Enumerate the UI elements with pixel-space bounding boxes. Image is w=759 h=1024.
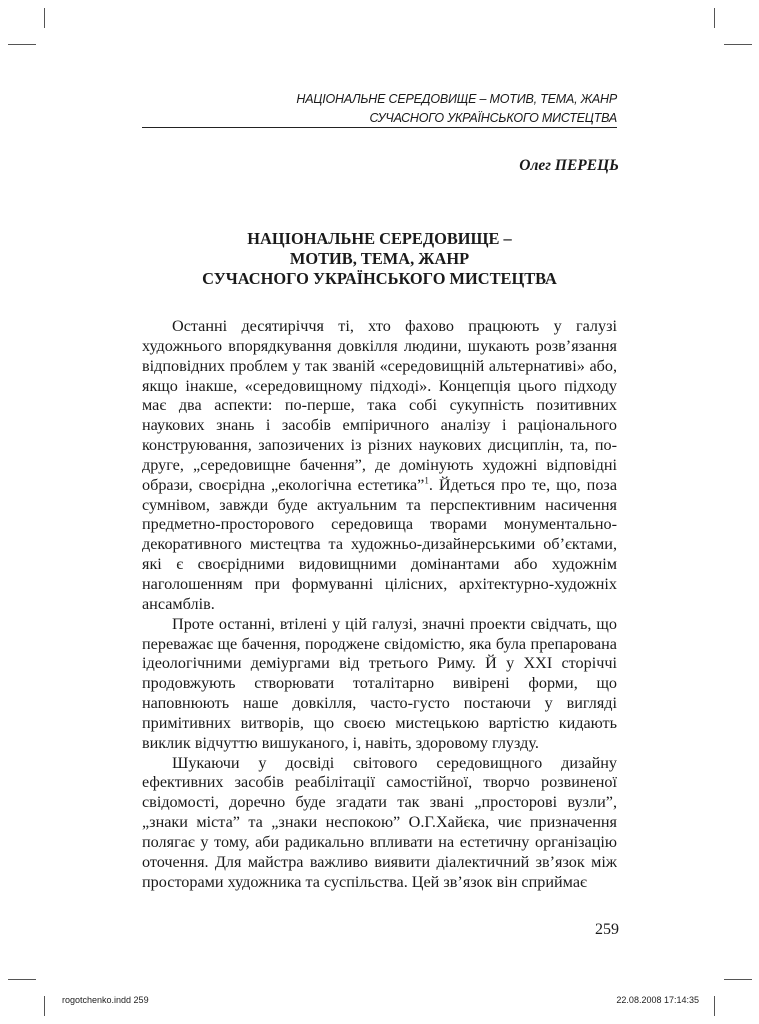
crop-mark — [44, 996, 45, 1016]
title-line: НАЦІОНАЛЬНЕ СЕРЕДОВИЩЕ – — [247, 229, 512, 248]
running-head-line: СУЧАСНОГО УКРАЇНСЬКОГО МИСТЕЦТВА — [369, 111, 617, 125]
paragraph-text: . Йдеться про те, що, поза сумнівом, завжди буде актуальним та перспективним насичення предметно-просторового середовища творами монументально-декоративного мистецтва та художньо-дизайнерськими об’єктами, які є своєрідними видовищними домінантами або художнім наголошенням при формуванні цілісних, архітектурно-художніх ансамблів. — [142, 475, 618, 613]
running-head-line: НАЦІОНАЛЬНЕ СЕРЕДОВИЩЕ – МОТИВ, ТЕМА, ЖАНР — [296, 92, 617, 106]
crop-mark — [8, 44, 36, 45]
crop-mark — [8, 979, 36, 980]
paragraph-text: Останні десятиріччя ті, хто фахово працюють у галузі художнього впорядкування довкілля людини, шукають розв’язання відповідних проблем у так званій «середовищній альтернативі» або, якщо інакше, «середовищному підході». Концепція цього підходу має два аспекти: по-перше, така собі сукупність позитивних наукових знань і засобів емпіричного аналізу і раціонального конструювання, запозичених із різних наукових дисциплін, та, по-друге, „середовищне бачення”, де домінують художні відповідні образи, своєрідна „екологічна естетика” — [142, 317, 617, 494]
title-line: СУЧАСНОГО УКРАЇНСЬКОГО МИСТЕЦТВА — [202, 269, 557, 288]
author-name: Олег ПЕРЕЦЬ — [519, 157, 619, 174]
crop-mark — [714, 996, 715, 1016]
footnote-ref[interactable]: 1 — [424, 475, 429, 486]
page-number: 259 — [595, 921, 619, 938]
crop-mark — [724, 44, 752, 45]
crop-mark — [44, 8, 45, 28]
paragraph: Шукаючи у досвіді світового середовищного дизайну ефективних засобів реабілітації самостійної, творчо розвиненої свідомості, доречно буде згадати так звані „просторові вузли”, „знаки міста” та „знаки неспокою” О.Г.Хайєка, чиє призначення полягає у тому, аби радикально впливати на естетичну організацію оточення. Для майстра важливо виявити діалектичний зв’язок між просторами художника та суспільства. Цей зв’язок він сприймає — [142, 753, 617, 891]
header-rule — [142, 127, 617, 128]
title-line: МОТИВ, ТЕМА, ЖАНР — [289, 249, 470, 268]
crop-mark — [714, 8, 715, 28]
body-text — [142, 317, 617, 892]
running-head — [137, 90, 617, 128]
slug-filename: rogotchenko.indd 259 — [62, 995, 149, 1005]
paragraph: Проте останні, втілені у цій галузі, значні проекти свідчать, що переважає ще бачення, породжене свідомістю, яка була препарована ідеологічними деміургами від третього Риму. Й у XXI сторіччі продовжують створювати тоталітарно вивірені форми, що наповнюють наше довкілля, часто-густо постаючи у вигляді примітивних витворів, що своєю мистецькою вартістю кидають виклик відчуттю вишуканого, і, навіть, здоровому глузду. — [142, 614, 617, 752]
paragraph — [142, 317, 617, 615]
article-title — [142, 229, 617, 289]
slug-datetime: 22.08.2008 17:14:35 — [616, 995, 699, 1005]
crop-mark — [724, 979, 752, 980]
